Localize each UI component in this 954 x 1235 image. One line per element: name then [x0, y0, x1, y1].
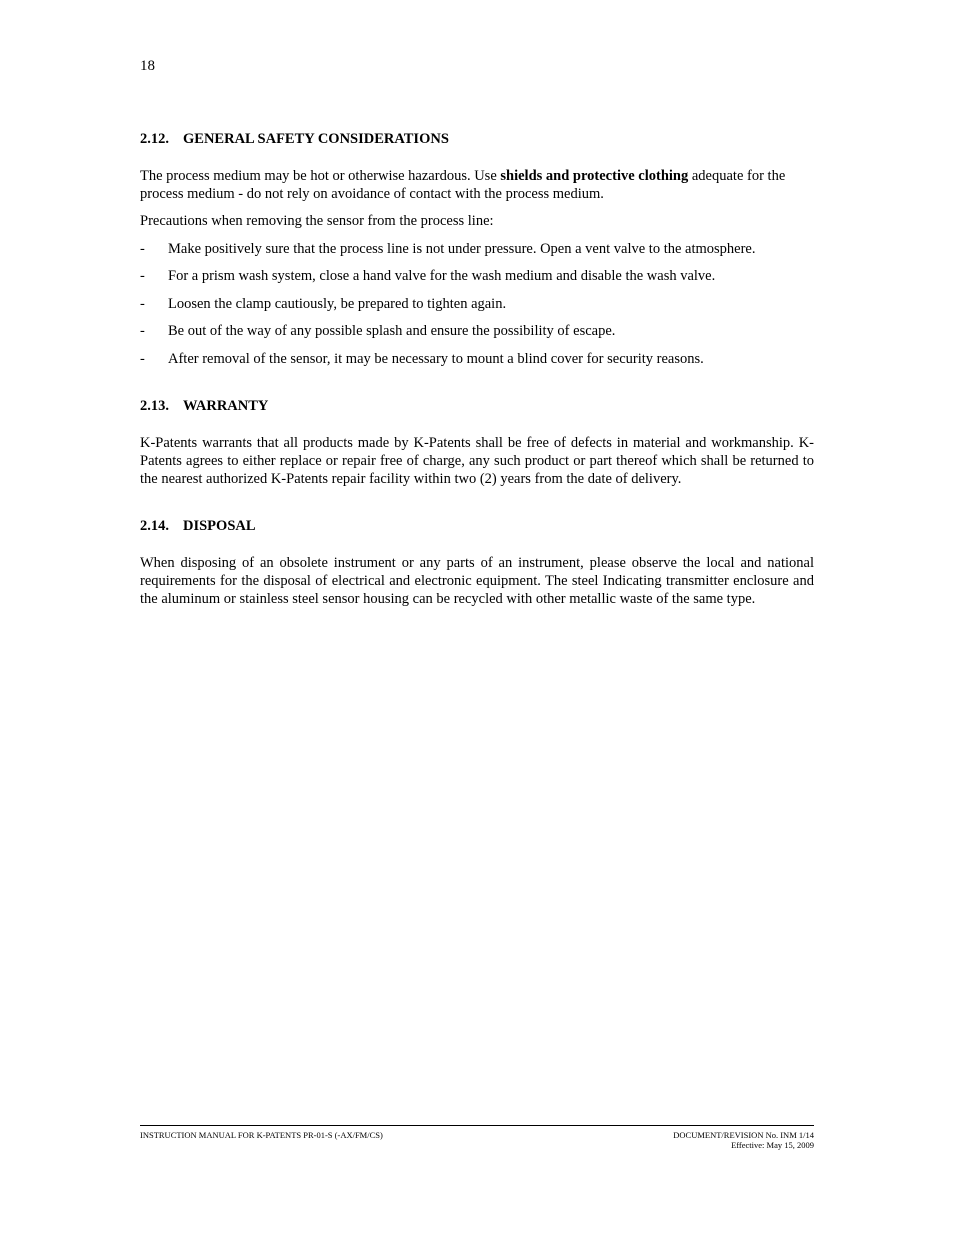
bullet-dash: -: [140, 240, 145, 257]
list-item-text: Make positively sure that the process line is not under pressure. Open a vent valve to the atmosphere.: [168, 240, 756, 257]
list-item: [140, 350, 814, 368]
footer-manual-title: INSTRUCTION MANUAL FOR K-PATENTS PR-01-S (-AX/FM/CS): [140, 1130, 383, 1140]
bullet-dash: -: [140, 323, 145, 339]
footer-document-info: [673, 1130, 814, 1150]
safety-text-bold: shields and protective clothing: [500, 168, 689, 184]
page-footer: [140, 1125, 814, 1150]
section-title: GENERAL SAFETY CONSIDERATIONS: [183, 131, 449, 147]
disposal-paragraph: When disposing of an obsolete instrument or any parts of an instrument, please observe the local and national requirements for the disposal of electrical and electronic equipment. The steel Indicating transmitter enclosure and the aluminum or stainless steel sensor housing can be recycled with other metallic waste of the same type.: [140, 554, 814, 607]
list-item-text: Be out of the way of any possible splash and ensure the possibility of escape.: [168, 323, 616, 339]
bullet-dash: -: [140, 295, 145, 312]
list-item-text: Loosen the clamp cautiously, be prepared to tighten again.: [168, 295, 507, 312]
list-item-text: For a prism wash system, close a hand valve for the wash medium and disable the wash valve.: [168, 268, 716, 284]
list-item: [140, 267, 814, 285]
footer-effective-date: Effective: May 15, 2009: [731, 1140, 814, 1150]
safety-text-before: The process medium may be hot or otherwise hazardous. Use: [140, 168, 501, 184]
page-number: 18: [140, 58, 155, 74]
list-item-text: After removal of the sensor, it may be necessary to mount a blind cover for security reasons.: [168, 350, 704, 367]
section-title: DISPOSAL: [183, 517, 256, 534]
section-number: 2.14.: [140, 517, 169, 534]
safety-paragraph-1: [140, 167, 814, 203]
section-title: WARRANTY: [183, 397, 269, 414]
section-number: 2.13.: [140, 397, 169, 414]
section-number: 2.12.: [140, 131, 169, 147]
document-body: [140, 130, 814, 608]
footer-revision: DOCUMENT/REVISION No. INM 1/14: [673, 1130, 814, 1140]
section-heading-safety: [140, 130, 814, 148]
list-item: [140, 322, 814, 340]
list-item: [140, 295, 814, 313]
safety-text-after: adequate for the process medium - do not rely on avoidance of contact with the process medium.: [140, 168, 786, 202]
bullet-dash: -: [140, 268, 145, 284]
warranty-paragraph: K-Patents warrants that all products made by K-Patents shall be free of defects in material and workmanship. K-Patents agrees to either replace or repair free of charge, any such product or part thereof which shall be returned to the nearest authorized K-Patents repair facility within two (2) years from the date of delivery.: [140, 434, 814, 487]
list-item: [140, 240, 814, 258]
safety-paragraph-2: Precautions when removing the sensor from the process line:: [140, 213, 494, 229]
precaution-list: [140, 240, 814, 368]
section-heading-disposal: [140, 517, 814, 535]
section-heading-warranty: [140, 397, 814, 415]
bullet-dash: -: [140, 350, 145, 367]
